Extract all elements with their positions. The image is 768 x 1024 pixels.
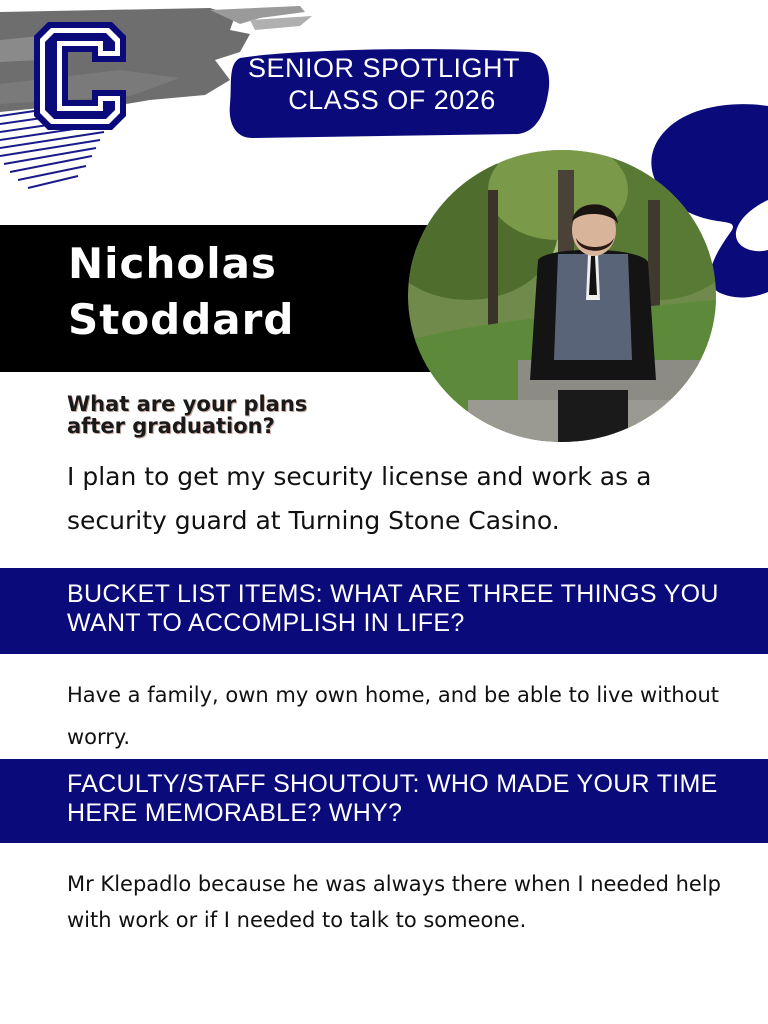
student-first-name: Nicholas: [68, 239, 277, 288]
logo-letter: C: [79, 88, 81, 89]
shoutout-heading: FACULTY/STAFF SHOUTOUT: WHO MADE YOUR TIME HERE MEMORABLE? WHY?: [67, 770, 718, 827]
banner-line-1: SENIOR SPOTLIGHT: [247, 53, 521, 83]
plans-answer: I plan to get my security license and work as a security guard at Turning Stone Casino.: [67, 462, 652, 535]
banner-line-2: CLASS OF 2026: [288, 85, 496, 115]
bucket-list-heading: BUCKET LIST ITEMS: WHAT ARE THREE THINGS YOU WANT TO ACCOMPLISH IN LIFE?: [67, 580, 719, 637]
student-portrait-photo: [408, 150, 716, 442]
bucket-list-answer: Have a family, own my own home, and be able to live without worry.: [67, 683, 719, 749]
shoutout-answer: Mr Klepadlo because he was always there when I needed help with work or if I needed to talk to someone.: [67, 872, 721, 932]
plans-question-line-2: after graduation?: [67, 414, 275, 438]
banner-title: [228, 52, 550, 116]
student-name: [68, 236, 294, 348]
block-letter-c-logo-icon: [30, 18, 130, 134]
plans-question-line-1: What are your plans: [67, 392, 308, 416]
plans-question: [67, 393, 307, 437]
student-last-name: Stoddard: [68, 295, 295, 344]
